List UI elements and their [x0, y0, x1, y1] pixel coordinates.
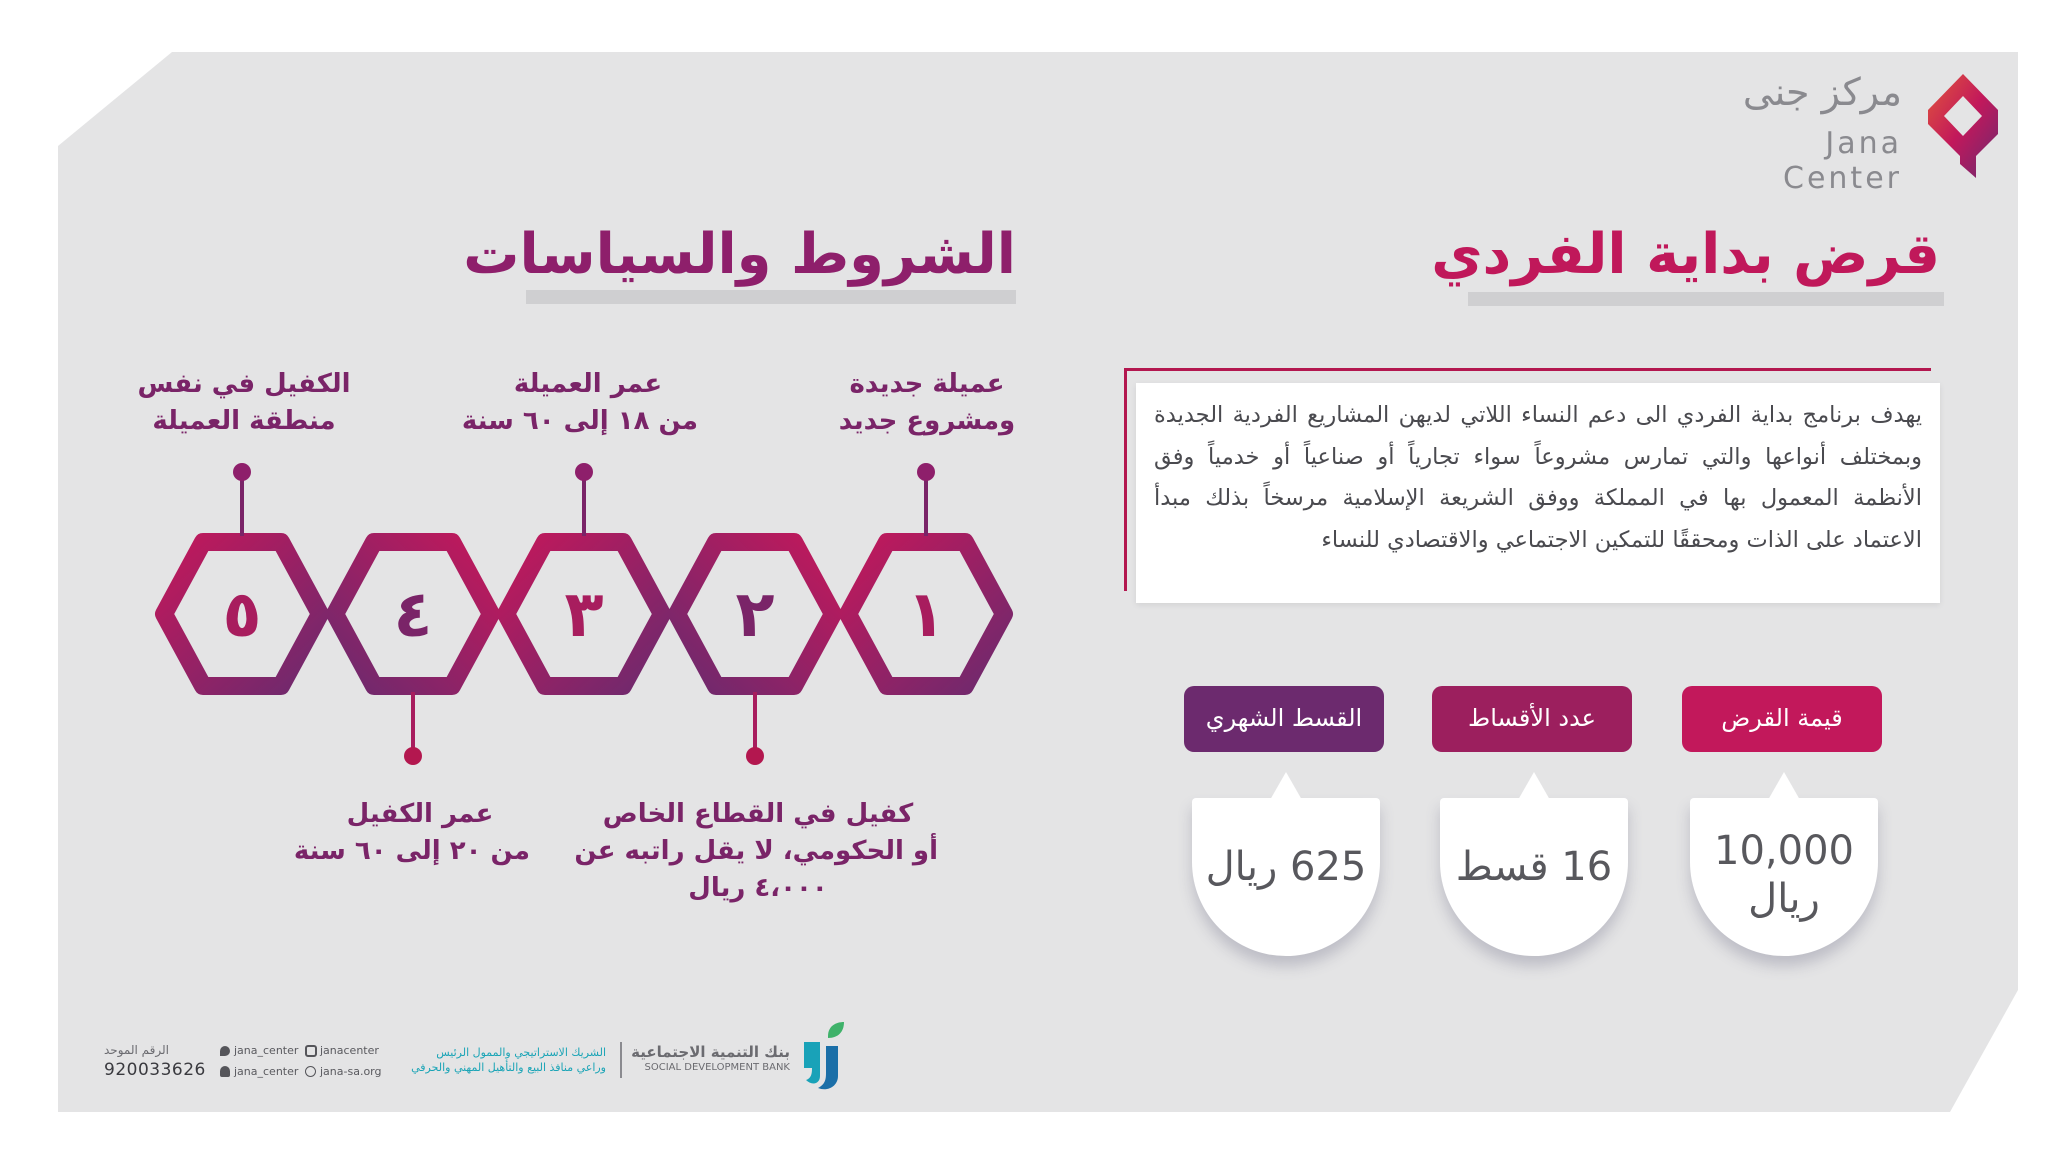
- terms-title: الشروط والسياسات: [463, 222, 1016, 287]
- twitter-handle[interactable]: jana_center: [234, 1044, 299, 1057]
- instagram-handle[interactable]: janacenter: [320, 1044, 379, 1057]
- step-1-line2: ومشروع جديد: [838, 406, 1016, 436]
- snapchat-icon[interactable]: [220, 1066, 230, 1077]
- step-1-number: ١: [906, 578, 946, 652]
- step-1-pin-dot: [917, 463, 935, 481]
- snapchat-handle[interactable]: jana_center: [234, 1065, 299, 1078]
- partner-line-2: وراعي منافذ البيع والتأهيل المهني والحرفي: [411, 1061, 606, 1074]
- loan-title: قرض بداية الفردي: [1431, 222, 1940, 287]
- loan-description-text: يهدف برنامج بداية الفردي الى دعم النساء اللاتي لديهن المشاريع الفردية الجديدة وبمختلف أنواعها والتي تمارس مشروعاً سواء تجارياً أو صناعياً أو خدمياً وفق الأنظمة المعمول بها في المملكة ووفق الشريعة الإسلامية مرسخاً بذلك مبدأ الاعتماد على الذات ومحققًا للتمكين الاجتماعي والاقتصادي للنساء: [1154, 402, 1922, 553]
- unified-number[interactable]: 920033626: [104, 1060, 206, 1080]
- monthly-installment-value: 625 ريال: [1205, 844, 1367, 890]
- step-2-line2: أو الحكومي، لا يقل راتبه عن: [574, 836, 938, 866]
- step-5-line2: منطقة العميلة: [152, 406, 336, 436]
- step-4-line2: من ٢٠ إلى ٦٠ سنة: [293, 836, 530, 866]
- logo-name-ar: مركز جنى: [1742, 70, 1902, 114]
- step-1-line1: عميلة جديدة: [849, 369, 1005, 399]
- loan-value-amount: 10,000: [1714, 828, 1854, 874]
- monthly-installment-pill: القسط الشهري: [1184, 686, 1384, 752]
- bank-name-en: SOCIAL DEVELOPMENT BANK: [644, 1062, 790, 1073]
- installments-count-value: 16 قسط: [1455, 844, 1613, 890]
- partner-line-1: الشريك الاستراتيجي والممول الرئيس: [436, 1046, 606, 1059]
- step-4-number: ٤: [393, 578, 433, 652]
- step-2-label: [574, 796, 938, 907]
- footer-divider: [620, 1042, 622, 1078]
- step-3-label: [461, 366, 698, 440]
- step-5-line1: الكفيل في نفس: [137, 369, 351, 399]
- website-link[interactable]: jana-sa.org: [320, 1065, 382, 1078]
- step-2-line3: ٤،٠٠٠ ريال: [688, 873, 828, 903]
- installments-count-pill: عدد الأقساط: [1432, 686, 1632, 752]
- step-4-line1: عمر الكفيل: [346, 799, 494, 829]
- loan-value-currency: ريال: [1748, 876, 1820, 922]
- step-3-line2: من ١٨ إلى ٦٠ سنة: [461, 406, 698, 436]
- globe-icon[interactable]: [305, 1066, 316, 1077]
- unified-number-label: الرقم الموحد: [104, 1043, 169, 1057]
- step-4-label: [293, 796, 530, 870]
- step-3-pin-dot: [575, 463, 593, 481]
- step-2-line1: كفيل في القطاع الخاص: [602, 799, 914, 829]
- step-3-number: ٣: [564, 578, 604, 652]
- twitter-icon[interactable]: [220, 1046, 230, 1056]
- step-2-pin-dot: [746, 747, 764, 765]
- step-2-number: ٢: [735, 578, 775, 652]
- instagram-icon[interactable]: [305, 1045, 317, 1057]
- step-5-pin-dot: [233, 463, 251, 481]
- step-4-pin-dot: [404, 747, 422, 765]
- step-5-number: ٥: [222, 578, 262, 652]
- logo-name-en: Jana Center: [1783, 126, 1902, 196]
- step-5-label: [134, 366, 354, 440]
- bank-name-ar: بنك التنمية الاجتماعية: [631, 1043, 790, 1061]
- step-3-line1: عمر العميلة: [513, 369, 663, 399]
- step-1-label: [834, 366, 1020, 440]
- loan-value-pill: قيمة القرض: [1682, 686, 1882, 752]
- social-development-bank-logo-icon: [798, 1020, 848, 1092]
